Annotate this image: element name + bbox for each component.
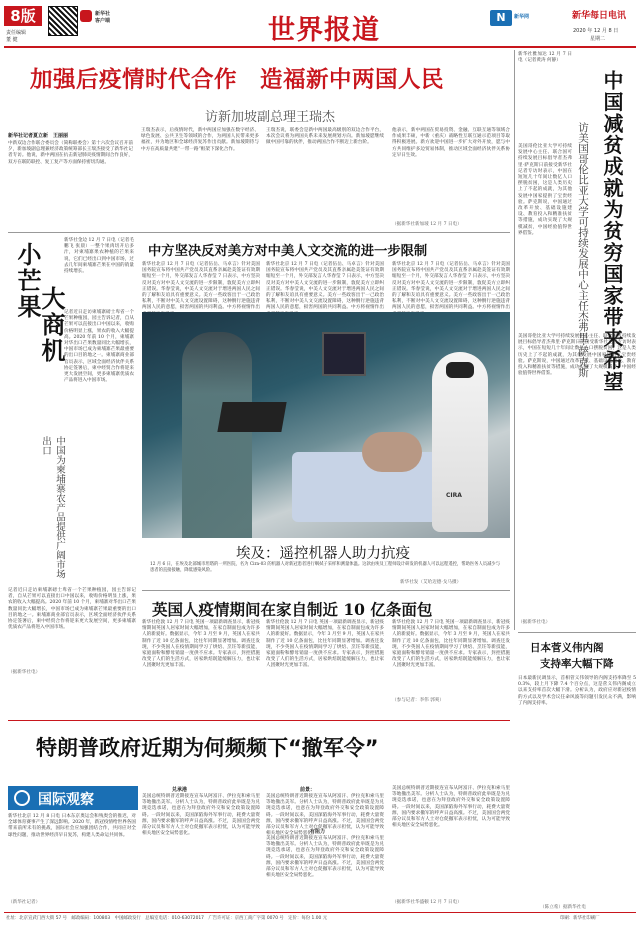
japan-divider: [518, 632, 636, 633]
page-number: 8版: [10, 7, 36, 25]
mango-title-1: 小芒果: [13, 242, 42, 320]
japan-source: （陈立希）据新华社电: [540, 905, 586, 910]
sachs-body-1: 美国哥伦比亚大学可持续发展中心主任、联合国可持续发展目标倡导者杰弗里·萨克斯日前接受新华社记者专访时表示，中国在短短几十年间让数亿人口摆脱贫困，这是人类历史上了不起的成就，为其他发展中国家提供了宝贵经验。萨克斯说，中国通过改革开放、基础设施建设、教育投入和精准扶贫等措施，成功实现了大规模减贫，中国经验值得世界借鉴。: [518, 144, 572, 236]
trump-body-col2: 美国总统特朗普近期接连宣布从阿富汗、伊拉克和索马里等地撤出美军。分析人士认为，特朗普政府此举既是为兑现竞选承诺，也意在为拜登政府外交和安全政策设置障碍。一段时间以来，美国深陷海外军事行动，耗费大量资源，国内要求撤军的呼声日益高涨。不过，美国国会两党部分议员和军方人士对仓促撤军表示担忧，认为可能导致相关地区安全局势恶化。: [266, 794, 384, 837]
robot-photo: [142, 312, 510, 538]
robot-figure: [432, 352, 488, 532]
uk-story-headline: 英国人疫情期间在家自制近 10 亿条面包: [152, 600, 433, 619]
lead-body-col4: 他表示，新中两国在贸易投资、金融、互联互通等领域合作成果丰硕，中新（重庆）战略性互联互通示范项目等取得积极进展。新方欢迎中国进一步扩大对外开放，愿与中方共同维护多边贸易体制，推动区域全面经济伙伴关系协定早日生效。: [392, 128, 510, 158]
trump-sub-2: 有阻力: [310, 829, 326, 835]
qr-code-icon: [48, 6, 78, 36]
sachs-byline: 新华社雅加达 12 月 7 日电（记者黄涛 何静）: [518, 52, 572, 64]
intl-column-badge: [8, 786, 138, 810]
intl-column-source: （新华社记者）: [8, 900, 41, 905]
usa-story-body-col3: 新华社北京 12 月 7 日电（记者伍岳、马卓言）针对美国国务院宣布将中国共产党员及其直系亲属赴美签证有效期缩短至一个月，外交部发言人华春莹 7 日表示，中方坚决反对美方对中美人文交流的进一步限制，敦促美方立即纠正错误。华春莹说，中美人文交流对于增进两国人民之间的了解和友谊具有重要意义。美方一些政客出于一己政治私利，不断对中美人文交流设置障碍，这种倒行逆施违背两国人民的意愿，损害两国的共同利益。中方将视情作出: [392, 262, 510, 311]
uk-body-col3: 新华社伦敦 12 月 7 日电 英国一项最新调查显示，新冠疫情期间英国人居家时间大幅增加，在家自制面包成为许多人的新爱好。数据显示，今年 3 月至 9 月，英国人在家共制作了近 10 亿条面包，比往年同期显著增加。调查还发现，不少英国人在疫情期间学习了烘焙、烹饪等新技能，家庭面粉和酵母销量一度供不应求。专家表示，封控措施改变了人们的生活方式，居家烘焙既能缓解压力，也让家人团聚时光更加丰富。: [392, 620, 510, 669]
lead-divider: [8, 232, 510, 233]
japan-headline-2: 支持率大幅下降: [540, 658, 614, 670]
lead-body-col1: 中新双边合作联合委员会（简称联委会）第十六次会议召开前夕，新加坡副总理兼经济政策统筹部长王瑞杰接受了新华社记者专访。他说，新中两国在抗击新冠肺炎疫情期间合作良好，双方在联防联控、复工复产等方面保持密切沟通。: [8, 141, 133, 165]
editor-line-1: 责任编辑: [6, 30, 27, 36]
footer-right-text: 印刷：新华社印刷厂: [560, 916, 600, 921]
issue-date: 2020 年 12 月 8 日: [573, 28, 619, 34]
xinhua-app-icon: [80, 10, 92, 22]
robot-face: [446, 362, 474, 378]
doctor-figure: [182, 332, 252, 538]
usa-story-body-col1: 新华社北京 12 月 7 日电（记者伍岳、马卓言）针对美国国务院宣布将中国共产党员及其直系亲属赴美签证有效期缩短至一个月，外交部发言人华春莹 7 日表示，中方坚决反对美方对中美人文交流的进一步限制，敦促美方立即纠正错误。华春莹说，中美人文交流对于增进两国人民之间的了解和友谊具有重要意义。美方一些政客出于一己政治私利，不断对中美人文交流设置障碍，这种倒行逆施违背两国人民的意愿，损害两国的共同利益。中方将视情作出: [142, 262, 260, 311]
lead-body-col2: 王瑞杰表示，后疫情时代，新中两国应加强在数字经济、绿色发展、公共卫生等领域的合作，为两国人民带来更多福祉，并为地区和全球经济复苏作出贡献。新加坡期待与中方在高质量共建“一带一路”框架下深化合作。: [141, 128, 259, 152]
japan-body: 日本最新民调显示，首相菅义伟领导的内阁支持率降至 50.3%，较上月下降 7.4 个百分点，这是菅义伟内阁成立以来支持率首次大幅下滑。分析认为，政府应对新冠疫情的方式以及学术会议任命风波等问题引发民众不满，影响了内阁支持率。: [518, 676, 636, 706]
footer-text: 社址：北京宣武门西大街 57 号 邮政编码：100803 中国邮政发行 总编室电话：010-63072017 广告许可证：京西工商广字第 0070 号 定价：每份 1.00 元: [6, 916, 328, 921]
globe-icon: [14, 790, 30, 806]
patient-figure: [362, 432, 422, 472]
lead-headline: 加强后疫情时代合作 造福新中两国人民: [30, 67, 445, 93]
usa-story-headline: 中方坚决反对美方对中美人文交流的进一步限制: [148, 244, 428, 259]
trump-sub-1: 前景：: [300, 787, 316, 793]
xinhuanet-label: 新华网: [514, 14, 530, 20]
photo-credit: 新华社发（艾哈迈德·戈马摄）: [400, 580, 462, 585]
monitor-equipment: [322, 332, 366, 376]
uk-source: （参与记者：李伟 郭爽）: [392, 698, 444, 703]
app-label-1: 新华社: [95, 11, 111, 17]
section-title: 世界报道: [268, 15, 380, 46]
trump-top-rule: [8, 720, 510, 721]
masthead-rule: [4, 46, 636, 48]
sachs-body-2: 美国哥伦比亚大学可持续发展中心主任、联合国可持续发展目标倡导者杰弗里·萨克斯日前接受新华社记者专访时表示，中国在短短几十年间让数亿人口摆脱贫困，这是人类历史上了不起的成就，为其他发展中国家提供了宝贵经验。萨克斯说，中国通过改革开放、基础设施建设、教育投入和精准扶贫等措施，成功实现了大规模减贫，中国经验值得世界借鉴。: [518, 334, 636, 377]
photo-caption-body: 12 月 6 日，在埃及北部城市坦塔的一所医院，名为 Cira-03 的机器人对新冠患者进行咽拭子采样和测量体温。这款由埃及工程师设计研发的机器人可以远程遥控，帮助医务人员减少与患者的直接接触，降低感染风险。: [150, 562, 500, 573]
japan-headline-1: 日本菅义伟内阁: [530, 642, 604, 654]
xinhuanet-logo-icon: N: [490, 10, 512, 26]
robot-label: CIRA: [446, 492, 462, 499]
trump-body-col2b: 美国总统特朗普近期接连宣布从阿富汗、伊拉克和索马里等地撤出美军。分析人士认为，特朗普政府此举既是为兑现竞选承诺，也意在为拜登政府外交和安全政策设置障碍。一段时间以来，美国深陷海外军事行动，耗费大量资源，国内要求撤军的呼声日益高涨。不过，美国国会两党部分议员和军方人士对仓促撤军表示担忧，认为可能导致相关地区安全局势恶化。: [266, 836, 384, 879]
mango-subtitle: 中国为柬埔寨农产品提供广阔市场出口: [40, 436, 65, 579]
uk-body-col1: 新华社伦敦 12 月 7 日电 英国一项最新调查显示，新冠疫情期间英国人居家时间大幅增加，在家自制面包成为许多人的新爱好。数据显示，今年 3 月至 9 月，英国人在家共制作了近 10 亿条面包，比往年同期显著增加。调查还发现，不少英国人在疫情期间学习了烘焙、烹饪等新技能，家庭面粉和酵母销量一度供不应求。专家表示，封控措施改变了人们的生活方式，居家烘焙既能缓解压力，也让家人团聚时光更加丰富。: [142, 620, 260, 669]
intl-column-label: 国际观察: [38, 792, 94, 808]
lead-subhead: 访新加坡副总理王瑞杰: [205, 110, 336, 125]
masthead: [0, 0, 640, 46]
sachs-headline: 中国减贫成就为贫穷国家带来希望: [600, 70, 624, 393]
mango-sidebar: [8, 236, 136, 586]
uk-body-col2: 新华社伦敦 12 月 7 日电 英国一项最新调查显示，新冠疫情期间英国人居家时间大幅增加，在家自制面包成为许多人的新爱好。数据显示，今年 3 月至 9 月，英国人在家共制作了近 10 亿条面包，比往年同期显著增加。调查还发现，不少英国人在疫情期间学习了烘焙、烹饪等新技能，家庭面粉和酵母销量一度供不应求。专家表示，封控措施改变了人们的生活方式，居家烘焙既能缓解压力，也让家人团聚时光更加丰富。: [266, 620, 384, 669]
trump-source: （据新华社华盛顿 12 月 7 日电）: [392, 900, 462, 905]
paper-name: 新华每日电讯: [572, 11, 627, 21]
mango-body-bottom: 记者近日走访柬埔寨磅士卑省一个芒果种植园，园主告诉记者，自从芒果可以直接出口中国以来，收购价格明显上涨，果农的收入大幅提高。2020 年前 10 个月，柬埔寨对华出口芒果数量同比大幅增长，中国市场已成为柬埔寨芒果最重要的出口目的地之一。柬埔寨商业部官员表示，区域全面经济伙伴关系协定签署后，柬中经贸合作将迎来更大发展空间，更多柬埔寨优质农产品将进入中国市场。: [8, 588, 136, 631]
lead-byline: 新华社记者夏立新 王丽丽: [8, 133, 69, 139]
usa-story-body-col2: 新华社北京 12 月 7 日电（记者伍岳、马卓言）针对美国国务院宣布将中国共产党员及其直系亲属赴美签证有效期缩短至一个月，外交部发言人华春莹 7 日表示，中方坚决反对美方对中美人文交流的进一步限制，敦促美方立即纠正错误。华春莹说，中美人文交流对于增进两国人民之间的了解和友谊具有重要意义。美方一些政客出于一己政治私利，不断对中美人文交流设置障碍，这种倒行逆施违背两国人民的意愿，损害两国的共同利益。中方将视情作出: [266, 262, 384, 311]
issue-weekday: 星期二: [590, 36, 606, 42]
mango-byline: 新华社金边 12 月 7 日电（记者毛鹏飞 张晨）一整个果肉切开后多汁，对柬埔寨果农种植的芒果来说，它们已经出口到中国市场，过去几年间柬埔寨芒果在中国的销量持续增长。: [64, 238, 134, 275]
uk-divider: [142, 590, 510, 591]
app-label-2: 客户端: [95, 18, 111, 24]
intl-column-body: 新华社北京 12 月 8 日电 日本东京奥运会和残奥会的推迟，对全球体育赛事产生了深远影响。2020 年，新冠疫情给世界各国带来前所未有的挑战，国际社会应加强团结合作，共同应对全球性问题，推动世界经济早日复苏，构建人类命运共同体。: [8, 814, 136, 838]
trump-body-col3: 美国总统特朗普近期接连宣布从阿富汗、伊拉克和索马里等地撤出美军。分析人士认为，特朗普政府此举既是为兑现竞选承诺，也意在为拜登政府外交和安全政策设置障碍。一段时间以来，美国深陷海外军事行动，耗费大量资源，国内要求撤军的呼声日益高涨。不过，美国国会两党部分议员和军方人士对仓促撤军表示担忧，认为可能导致相关地区安全局势恶化。: [392, 786, 510, 829]
page-number-badge: [4, 6, 42, 26]
lead-source: （据新华社新加坡 12 月 7 日电）: [392, 222, 462, 227]
mango-body: 记者近日走访柬埔寨磅士卑省一个芒果种植园，园主告诉记者，自从芒果可以直接出口中国以来，收购价格明显上涨，果农的收入大幅提高。2020 年前 10 个月，柬埔寨对华出口芒果数量同比大幅增长，中国市场已成为柬埔寨芒果最重要的出口目的地之一。柬埔寨商业部官员表示，区域全面经济伙伴关系协定签署后，柬中经贸合作将迎来更大发展空间，更多柬埔寨优质农产品将进入中国市场。: [64, 310, 134, 384]
trump-headline: 特朗普政府近期为何频频下“撤军令”: [36, 736, 379, 760]
right-column-rule: [514, 50, 515, 630]
sachs-source: （据新华社电）: [518, 620, 551, 625]
photo-caption-title: 埃及：遥控机器人助力抗疫: [236, 546, 410, 562]
mango-source: （据新华社电）: [8, 670, 41, 675]
trump-body-col1: 美国总统特朗普近期接连宣布从阿富汗、伊拉克和索马里等地撤出美军。分析人士认为，特朗普政府此举既是为兑现竞选承诺，也意在为拜登政府外交和安全政策设置障碍。一段时间以来，美国深陷海外军事行动，耗费大量资源，国内要求撤军的呼声日益高涨。不过，美国国会两党部分议员和军方人士对仓促撤军表示担忧，认为可能导致相关地区安全局势恶化。: [142, 794, 260, 837]
footer-rule: [4, 912, 636, 913]
editor-line-2: 董 健: [6, 37, 18, 43]
mango-title-2: 大商机: [37, 286, 66, 364]
lead-body-col3: 王瑞杰说，联委会是新中两国最高级别的双边合作平台，本次会议将为两国关系未来发展规划方向。新加坡愿继续做中国可靠的伙伴，推动两国合作不断迈上新台阶。: [266, 128, 384, 146]
laptop: [217, 402, 286, 432]
sachs-subhead: 访美国哥伦比亚大学可持续发展中心主任杰弗里·萨克斯: [577, 122, 589, 378]
trump-lead-byline: 兑承港: [172, 787, 188, 793]
